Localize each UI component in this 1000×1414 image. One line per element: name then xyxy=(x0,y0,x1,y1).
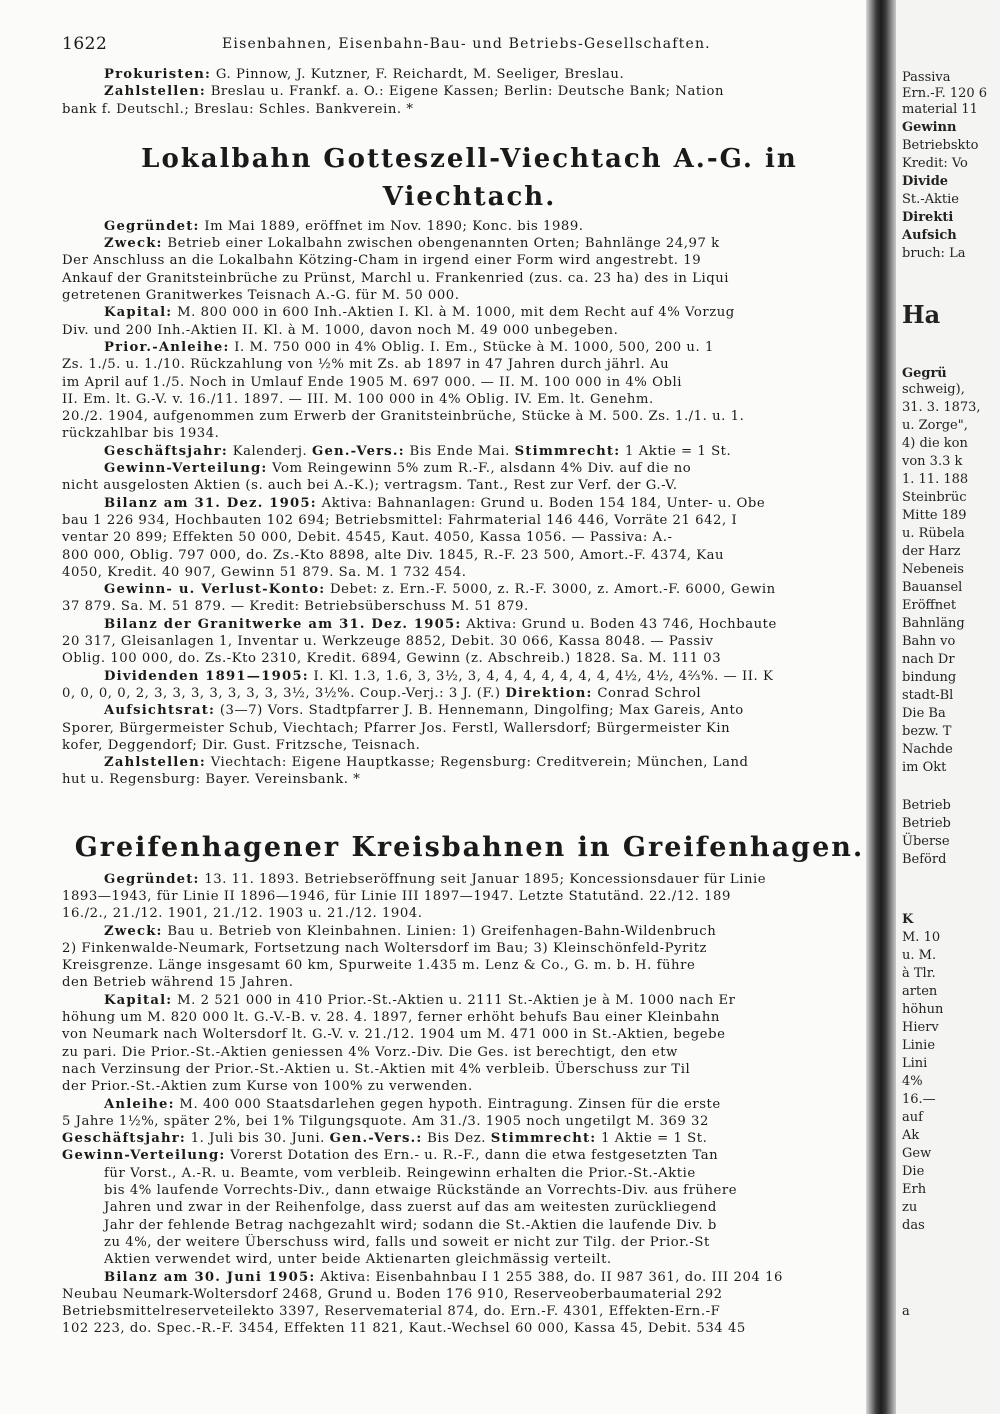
text-line xyxy=(62,322,877,339)
text-line xyxy=(62,218,877,235)
field-text: Vom Reingewinn 5% zum R.-F., alsdann 4% Div. auf die no xyxy=(267,461,692,477)
field-text: 20./2. 1904, aufgenommen zum Erwerb der Granitsteinbrüche, Stücke à M. 500. Zs. 1./1. u. 1. xyxy=(62,409,745,425)
field-label: Zweck: xyxy=(104,923,163,939)
text-line xyxy=(62,1165,877,1182)
adjacent-page-line: Eröffnet xyxy=(902,598,957,613)
field-label: Bilanz am 31. Dez. 1905: xyxy=(104,495,317,511)
field-text: Aktiva: Grund u. Boden 43 746, Hochbaute xyxy=(461,616,777,632)
text-line xyxy=(62,1303,877,1320)
adjacent-page-line: u. M. xyxy=(902,948,937,963)
field-text: zu pari. Die Prior.-St.-Aktien geniessen 4% Vorz.-Div. Die Ges. ist berechtigt, den etw xyxy=(62,1044,678,1060)
field-text: bank f. Deutschl.; Breslau: Schles. Bankverein. * xyxy=(62,101,414,117)
field-text: Betriebsmittelreserveteilekto 3397, Reservematerial 874, do. Ern.-F. 4301, Effekten-Ern.-F xyxy=(62,1304,721,1320)
text-line xyxy=(62,477,877,494)
text-line xyxy=(62,957,877,974)
adjacent-page-line: höhun xyxy=(902,1002,944,1017)
field-text: 1893—1943, für Linie II 1896—1946, für Linie III 1897—1947. Letzte Statutänd. 22./12. 189 xyxy=(62,888,731,904)
field-label: Dividenden 1891—1905: xyxy=(104,668,309,684)
field-text: 37 879. Sa. M. 51 879. — Kredit: Betriebsüberschuss M. 51 879. xyxy=(62,599,529,615)
field-label: Prior.-Anleihe: xyxy=(104,339,230,355)
field-text: Bau u. Betrieb von Kleinbahnen. Linien: 1) Greifenhagen-Bahn-Wildenbruch xyxy=(162,923,717,939)
text-line xyxy=(62,1061,877,1078)
adjacent-page-line: nach Dr xyxy=(902,652,955,667)
text-line xyxy=(62,1269,877,1286)
field-text: bau 1 226 934, Hochbauten 102 694; Betriebsmittel: Fahrmaterial 146 446, Vorräte 21 642, I xyxy=(62,512,738,528)
field-label: Direktion: xyxy=(505,685,593,701)
field-text: 1. Juli bis 30. Juni. xyxy=(185,1131,330,1147)
field-text: M. 2 521 000 in 410 Prior.-St.-Aktien u. 2111 St.-Aktien je à M. 1000 nach Er xyxy=(172,992,736,1008)
field-text: Vorerst Dotation des Ern.- u. R.-F., dann die etwa festgesetzten Tan xyxy=(225,1148,719,1164)
field-text: 2) Finkenwalde-Neumark, Fortsetzung nach Woltersdorf im Bau; 3) Kleinschönfeld-Pyritz xyxy=(62,940,708,956)
field-text: II. Em. lt. G.-V. v. 16./11. 1897. — III. M. 100 000 in 4% Oblig. IV. Em. lt. Genehm. xyxy=(62,391,654,407)
field-text: für Vorst., A.-R. u. Beamte, vom verbleib. Reingewinn erhalten die Prior.-St.-Aktie xyxy=(104,1165,696,1181)
adjacent-page-line: Die Ba xyxy=(902,706,946,721)
field-label: Anleihe: xyxy=(104,1096,175,1112)
adjacent-page-line: von 3.3 k xyxy=(902,454,963,469)
field-text: von Neumark nach Woltersdorf lt. G.-V. v. 21./12. 1904 um M. 471 000 in St.-Aktien, begebe xyxy=(62,1027,726,1043)
text-line xyxy=(62,101,877,118)
text-line xyxy=(62,771,877,788)
adjacent-page-line: im Okt xyxy=(902,760,947,775)
field-text: Aktiva: Bahnanlagen: Grund u. Boden 154 184, Unter- u. Obe xyxy=(316,495,766,511)
adjacent-page-line: Steinbrüc xyxy=(902,490,967,505)
field-label: Stimmrecht: xyxy=(514,443,621,459)
adjacent-page-line: Überse xyxy=(902,834,950,849)
adjacent-page-line: Beförd xyxy=(902,852,947,867)
field-label: Prokuristen: xyxy=(104,67,212,82)
adjacent-page-line: auf xyxy=(902,1110,923,1125)
adjacent-page-line: M. 10 xyxy=(902,930,941,945)
field-text: Zs. 1./5. u. 1./10. Rückzahlung von ½% mit Zs. ab 1897 in 47 Jahren durch jährl. Au xyxy=(62,357,670,373)
text-line xyxy=(62,685,877,702)
field-text: M. 800 000 in 600 Inh.-Aktien I. Kl. à M. 1000, mit dem Recht auf 4% Vorzug xyxy=(172,305,735,321)
text-line xyxy=(62,1182,877,1199)
adjacent-page-line: Hierv xyxy=(902,1020,939,1035)
field-label: Gewinn-Verteilung: xyxy=(62,1148,226,1164)
adjacent-page-line: stadt-Bl xyxy=(902,688,954,703)
text-line xyxy=(62,1286,877,1303)
text-line xyxy=(62,974,877,991)
text-line xyxy=(62,923,877,940)
text-line xyxy=(62,235,877,252)
text-line xyxy=(62,633,877,650)
adjacent-page-line: 16.— xyxy=(902,1092,936,1107)
field-text: Bis Dez. xyxy=(422,1131,491,1147)
text-line xyxy=(62,374,877,391)
field-text: Debet: z. Ern.-F. 5000, z. R.-F. 3000, z. Amort.-F. 6000, Gewin xyxy=(325,582,776,598)
text-line xyxy=(62,888,877,905)
field-text: Conrad Schrol xyxy=(592,685,702,701)
field-text: Breslau u. Frankf. a. O.: Eigene Kassen; Berlin: Deutsche Bank; Nation xyxy=(205,84,725,100)
adjacent-page-line: u. Rübela xyxy=(902,526,965,541)
field-text: G. Pinnow, J. Kutzner, F. Reichardt, M. Seeliger, Breslau. xyxy=(211,67,625,82)
adjacent-page-line: Aufsich xyxy=(902,228,957,243)
adjacent-page-line: arten xyxy=(902,984,938,999)
adjacent-page-line: Bahn vo xyxy=(902,634,956,649)
field-text: höhung um M. 820 000 lt. G.-V.-B. v. 28. 4. 1897, ferner erhöht behufs Bau einer Kleinbahn xyxy=(62,1010,720,1026)
text-line xyxy=(62,1199,877,1216)
field-text: Oblig. 100 000, do. Zs.-Kto 2310, Kredit. 6894, Gewinn (z. Abschreib.) 1828. Sa. M. 111 03 xyxy=(62,651,722,667)
field-text: rückzahlbar bis 1934. xyxy=(62,426,220,442)
field-label: Stimmrecht: xyxy=(490,1131,597,1147)
field-text: bis 4% laufende Vorrechts-Div., dann etwaige Rückstände an Vorrechts-Div. aus frühere xyxy=(104,1183,738,1199)
text-line xyxy=(62,598,877,615)
adjacent-page-line: 4) die kon xyxy=(902,436,968,451)
section-lokalbahn-body xyxy=(62,218,877,789)
text-line xyxy=(62,304,877,321)
adjacent-page-line: Linie xyxy=(902,1038,936,1053)
running-head xyxy=(62,30,877,56)
field-text: (3—7) Vors. Stadtpfarrer J. B. Hennemann, Dingolfing; Max Gareis, Anto xyxy=(215,703,744,719)
field-text: Ankauf der Granitsteinbrüche zu Prünst, Marchl u. Frankenried (zus. ca. 23 ha) des in Liqui xyxy=(62,270,730,286)
adjacent-page-line: Bauansel xyxy=(902,580,963,595)
field-text: 13. 11. 1893. Betriebseröffnung seit Januar 1895; Koncessionsdauer für Linie xyxy=(199,871,767,887)
page-number: 1622 xyxy=(62,34,108,54)
field-label: Gewinn- u. Verlust-Konto: xyxy=(104,582,326,598)
field-text: I. Kl. 1.3, 1.6, 3, 3½, 3, 4, 4, 4, 4, 4, 4, 4, 4½, 4½, 4⅔%. — II. K xyxy=(308,668,774,684)
adjacent-page-line: Ha xyxy=(902,300,941,329)
text-line xyxy=(62,668,877,685)
field-text: der Prior.-St.-Aktien zum Kurse von 100% zu verwenden. xyxy=(62,1079,473,1095)
text-line xyxy=(62,1044,877,1061)
adjacent-page-line: à Tlr. xyxy=(902,966,936,981)
section-title-lokalbahn: Lokalbahn Gotteszell-Viechtach A.-G. in Viechtach. xyxy=(141,143,798,212)
adjacent-page-line: bindung xyxy=(902,670,957,685)
text-line xyxy=(62,871,877,888)
field-text: im April auf 1./5. Noch in Umlauf Ende 1905 M. 697 000. — II. M. 100 000 in 4% Obli xyxy=(62,374,683,390)
text-line xyxy=(62,339,877,356)
text-line xyxy=(62,529,877,546)
text-line xyxy=(62,547,877,564)
text-line xyxy=(62,1130,877,1147)
field-label: Kapital: xyxy=(104,992,173,1008)
field-label: Gewinn-Verteilung: xyxy=(104,461,268,477)
adjacent-page-line: bruch: La xyxy=(902,246,966,261)
running-title: Eisenbahnen, Eisenbahn-Bau- und Betriebs-Gesellschaften. xyxy=(222,36,711,52)
field-text: kofer, Deggendorf; Dir. Gust. Fritzsche, Teisnach. xyxy=(62,737,421,753)
field-text: Kalenderj. xyxy=(227,443,312,459)
text-line xyxy=(62,391,877,408)
adjacent-page-line: Die xyxy=(902,1164,925,1179)
field-text: Viechtach: Eigene Hauptkasse; Regensburg: Creditverein; München, Land xyxy=(205,755,749,771)
text-line xyxy=(62,443,877,460)
field-text: 20 317, Gleisanlagen 1, Inventar u. Werkzeuge 8852, Debit. 30 066, Kassa 8048. — Passiv xyxy=(62,634,714,650)
text-line xyxy=(62,512,877,529)
field-text: Im Mai 1889, eröffnet im Nov. 1890; Konc. bis 1989. xyxy=(199,218,584,234)
adjacent-page-fragment xyxy=(896,0,1000,1414)
adjacent-page-line: Passiva xyxy=(902,70,951,85)
field-text: zu 4%, der weitere Überschuss wird, falls und soweit er nicht zur Tilg. der Prior.-St xyxy=(104,1234,710,1250)
field-label: Gegründet: xyxy=(104,218,200,234)
text-line xyxy=(62,270,877,287)
field-text: hut u. Regensburg: Bayer. Vereinsbank. * xyxy=(62,772,361,788)
adjacent-page-line: schweig), xyxy=(902,382,965,397)
field-text: Div. und 200 Inh.-Aktien II. Kl. à M. 1000, davon noch M. 49 000 unbegeben. xyxy=(62,322,619,338)
text-line xyxy=(62,1113,877,1130)
adjacent-page-line: Ern.-F. 120 6 xyxy=(902,86,988,101)
field-text: 102 223, do. Spec.-R.-F. 3454, Effekten 11 821, Kaut.-Wechsel 60 000, Kassa 45, Debit. 534 45 xyxy=(62,1321,746,1337)
field-text: Neubau Neumark-Woltersdorf 2468, Grund u. Boden 176 910, Reserveoberbaumaterial 292 xyxy=(62,1286,723,1302)
adjacent-page-line: Betriebskto xyxy=(902,138,979,153)
text-line xyxy=(62,905,877,922)
field-text: Bis Ende Mai. xyxy=(404,443,515,459)
adjacent-page-line: bezw. T xyxy=(902,724,952,739)
adjacent-page-line: Divide xyxy=(902,174,949,189)
adjacent-page-line: a xyxy=(902,1304,910,1319)
field-text: 1 Aktie = 1 St. xyxy=(620,443,732,459)
page-gutter-fold xyxy=(866,0,896,1414)
text-line xyxy=(62,720,877,737)
field-text: 16./2., 21./12. 1901, 21./12. 1903 u. 21./12. 1904. xyxy=(62,906,423,922)
text-line xyxy=(62,252,877,269)
text-line xyxy=(62,1234,877,1251)
adjacent-page-line: material 11 xyxy=(902,102,978,117)
text-line xyxy=(62,1026,877,1043)
adjacent-page-line: Nebeneis xyxy=(902,562,964,577)
text-line xyxy=(62,1217,877,1234)
text-line xyxy=(62,425,877,442)
field-text: 0, 0, 0, 0, 2, 3, 3, 3, 3, 3, 3, 3, 3½, 3½%. Coup.-Verj.: 3 J. (F.) xyxy=(62,685,506,701)
text-line xyxy=(62,495,877,512)
adjacent-page-line: Betrieb xyxy=(902,798,951,813)
field-text: I. M. 750 000 in 4% Oblig. I. Em., Stücke à M. 1000, 500, 200 u. 1 xyxy=(229,339,714,355)
text-line xyxy=(62,702,877,719)
intro-block xyxy=(62,66,877,118)
field-label: Zahlstellen: xyxy=(104,755,206,771)
adjacent-page-line: Gew xyxy=(902,1146,932,1161)
adjacent-page-line: Gewinn xyxy=(902,120,957,135)
adjacent-page-line: Lini xyxy=(902,1056,928,1071)
field-label: Bilanz der Granitwerke am 31. Dez. 1905: xyxy=(104,616,462,632)
text-line xyxy=(62,650,877,667)
adjacent-page-line: u. Zorge", xyxy=(902,418,968,433)
field-text: Jahren und zwar in der Reihenfolge, dass zuerst auf das am weitesten zurückliegend xyxy=(104,1200,717,1216)
text-line xyxy=(62,460,877,477)
field-text: Kreisgrenze. Länge insgesamt 60 km, Spurweite 1.435 m. Lenz & Co., G. m. b. H. führe xyxy=(62,958,696,974)
text-line xyxy=(62,564,877,581)
field-label: Gen.-Vers.: xyxy=(312,443,405,459)
text-line xyxy=(62,356,877,373)
adjacent-page-line: Bahnläng xyxy=(902,616,965,631)
adjacent-page-line: St.-Aktie xyxy=(902,192,959,207)
section-greifenhagen-body xyxy=(62,871,877,1338)
field-label: Aufsichtsrat: xyxy=(104,703,216,719)
field-text: ventar 20 899; Effekten 50 000, Debit. 4545, Kaut. 4050, Kassa 1056. — Passiva: A.- xyxy=(62,530,673,546)
field-label: Zweck: xyxy=(104,236,163,252)
adjacent-page-line: K xyxy=(902,912,914,927)
text-line xyxy=(62,1096,877,1113)
adjacent-page-line: das xyxy=(902,1218,925,1233)
adjacent-page-line: Betrieb xyxy=(902,816,951,831)
adjacent-page-line: Gegrü xyxy=(902,366,947,381)
text-line xyxy=(62,1078,877,1095)
field-text: 4050, Kredit. 40 907, Gewinn 51 879. Sa. M. 1 732 454. xyxy=(62,564,467,580)
field-text: 1 Aktie = 1 St. xyxy=(596,1131,708,1147)
field-label: Kapital: xyxy=(104,305,173,321)
adjacent-page-line: Mitte 189 xyxy=(902,508,967,523)
field-text: Jahr der fehlende Betrag nachgezahlt wird; sodann die St.-Aktien die laufende Div. b xyxy=(104,1217,717,1233)
field-text: Sporer, Bürgermeister Schub, Viechtach; Pfarrer Jos. Ferstl, Wallersdorf; Bürgermeister Kin xyxy=(62,720,731,736)
text-line xyxy=(62,1251,877,1268)
section-title-greifenhagen: Greifenhagener Kreisbahnen in Greifenhagen. xyxy=(74,831,865,863)
adjacent-page-line: zu xyxy=(902,1200,918,1215)
adjacent-page-line: Nachde xyxy=(902,742,953,757)
field-text: den Betrieb während 15 Jahren. xyxy=(62,975,294,991)
field-text: M. 400 000 Staatsdarlehen gegen hypoth. Eintragung. Zinsen für die erste xyxy=(174,1096,721,1112)
text-line xyxy=(62,66,877,83)
field-label: Gen.-Vers.: xyxy=(329,1131,423,1147)
field-label: Geschäftsjahr: xyxy=(62,1131,186,1147)
adjacent-page-line: 31. 3. 1873, xyxy=(902,400,981,415)
text-line xyxy=(62,737,877,754)
text-line xyxy=(62,1009,877,1026)
field-text: 800 000, Oblig. 797 000, do. Zs.-Kto 8898, alte Div. 1845, R.-F. 23 500, Amort.-F. 4374, Kau xyxy=(62,547,725,563)
text-line xyxy=(62,616,877,633)
main-column xyxy=(62,30,877,1410)
field-text: nach Verzinsung der Prior.-St.-Aktien u. St.-Aktien mit 4% verbleib. Überschuss zur Til xyxy=(62,1061,691,1077)
adjacent-page-line: Ak xyxy=(902,1128,920,1143)
field-label: Gegründet: xyxy=(104,871,200,887)
field-text: 5 Jahre 1½%, später 2%, bei 1% Tilgungsquote. Am 31./3. 1905 noch ungetilgt M. 369 32 xyxy=(62,1113,709,1129)
text-line xyxy=(62,287,877,304)
text-line xyxy=(62,940,877,957)
text-line xyxy=(62,1320,877,1337)
field-label: Bilanz am 30. Juni 1905: xyxy=(104,1269,316,1285)
text-line xyxy=(62,581,877,598)
field-text: Aktiva: Eisenbahnbau I 1 255 388, do. II 987 361, do. III 204 16 xyxy=(315,1269,783,1285)
text-line xyxy=(62,754,877,771)
adjacent-page-line: 1. 11. 188 xyxy=(902,472,969,487)
field-text: getretenen Granitwerkes Teisnach A.-G. für M. 50 000. xyxy=(62,288,460,304)
field-label: Zahlstellen: xyxy=(104,84,206,100)
adjacent-page-line: 4% xyxy=(902,1074,923,1089)
adjacent-page-line: Direkti xyxy=(902,210,954,225)
field-text: Betrieb einer Lokalbahn zwischen obengenannten Orten; Bahnlänge 24,97 k xyxy=(162,236,720,252)
field-text: Aktien verwendet wird, unter beide Aktienarten gleichmässig verteilt. xyxy=(104,1252,612,1268)
text-line xyxy=(62,992,877,1009)
text-line xyxy=(62,1147,877,1164)
adjacent-page-line: der Harz xyxy=(902,544,961,559)
adjacent-page-line: Erh xyxy=(902,1182,927,1197)
text-line xyxy=(62,408,877,425)
field-text: nicht ausgelosten Aktien (s. auch bei A.-K.); vertragsm. Tant., Rest zur Verf. der G.-V. xyxy=(62,478,678,494)
field-text: Der Anschluss an die Lokalbahn Kötzing-Cham in irgend einer Form wird angestrebt. 19 xyxy=(62,253,702,269)
field-label: Geschäftsjahr: xyxy=(104,443,228,459)
adjacent-page-line: Kredit: Vo xyxy=(902,156,968,171)
text-line xyxy=(62,83,877,100)
